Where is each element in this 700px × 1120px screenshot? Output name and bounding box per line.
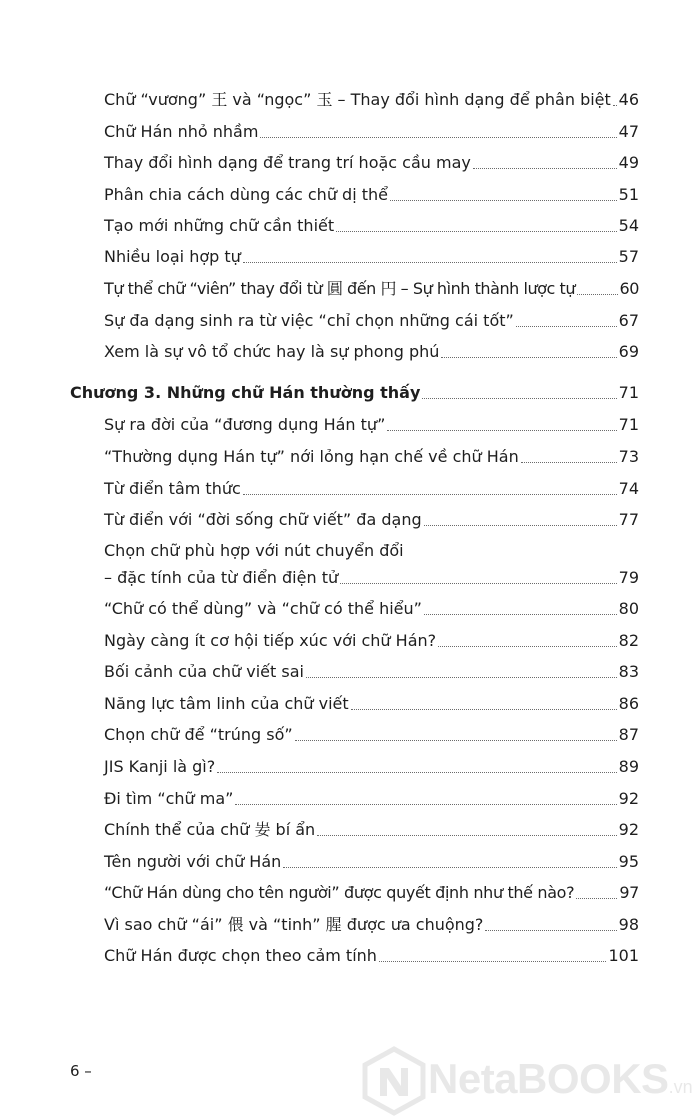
toc-entry [104, 246, 639, 268]
dot-leader [243, 262, 617, 263]
toc-entry [104, 478, 639, 500]
toc-entry [104, 310, 639, 332]
watermark-brand: NetaBOOKS [428, 1055, 669, 1102]
toc-entry-title: Chữ “vương” 王 và “ngọc” 玉 – Thay đổi hình dạng để phân biệt [104, 90, 611, 109]
toc-entry-page: 74 [618, 479, 639, 498]
toc-entry-title: Vì sao chữ “ái” 偎 và “tinh” 腥 được ưa chuộng? [104, 915, 484, 934]
toc-entry-title: Sự đa dạng sinh ra từ việc “chỉ chọn những cái tốt” [104, 311, 514, 330]
toc-entry [104, 914, 639, 936]
toc-entry-title: Đi tìm “chữ ma” [104, 789, 234, 808]
toc-entry-page: 98 [618, 915, 639, 934]
toc-entry-title: Chữ Hán nhỏ nhầm [104, 122, 259, 141]
dot-leader [473, 168, 617, 169]
dot-leader [613, 105, 617, 106]
dot-leader [516, 326, 617, 327]
toc-entry [104, 945, 639, 967]
toc-entry-page: 49 [618, 153, 639, 172]
dot-leader [390, 200, 617, 201]
toc-entry [104, 756, 639, 778]
toc-entry-page: 77 [618, 510, 639, 529]
toc-entry [104, 661, 639, 683]
dot-leader [336, 231, 617, 232]
toc-entry-page: 69 [618, 342, 639, 361]
dot-leader [260, 137, 616, 138]
toc-entry-title: “Chữ Hán dùng cho tên người” được quyết định như thế nào? [104, 883, 575, 902]
toc-entry-page: 92 [618, 820, 639, 839]
dot-leader [441, 357, 616, 358]
toc-entry-page: 71 [618, 415, 639, 434]
toc-entry-page: 46 [618, 90, 639, 109]
toc-entry-title: Tự thể chữ “viên” thay đổi từ 圓 đến 円 – Sự hình thành lược tự [104, 279, 576, 298]
toc-entry [104, 630, 639, 652]
dot-leader [379, 961, 607, 962]
toc-entry-title: Xem là sự vô tổ chức hay là sự phong phú [104, 342, 440, 361]
publisher-watermark [362, 1040, 692, 1120]
toc-entry [104, 446, 639, 468]
toc-entry-page: 67 [618, 311, 639, 330]
dot-leader [243, 494, 617, 495]
toc-entry-page: 80 [618, 599, 639, 618]
toc-entry [104, 341, 639, 363]
toc-entry-title: Chữ Hán được chọn theo cảm tính [104, 946, 377, 965]
toc-entry-title: Thay đổi hình dạng để trang trí hoặc cầu may [104, 153, 471, 172]
toc-entry-title: Từ điển tâm thức [104, 479, 241, 498]
toc-entry-page: 60 [619, 279, 639, 298]
dot-leader [306, 677, 617, 678]
toc-entry [104, 693, 639, 715]
toc-entry [104, 414, 639, 436]
toc-entry-page: 82 [618, 631, 639, 650]
dot-leader [351, 709, 617, 710]
dot-leader [577, 294, 618, 295]
toc-entry [104, 567, 639, 589]
toc-entry-title: Phân chia cách dùng các chữ dị thể [104, 185, 388, 204]
dot-leader [217, 772, 616, 773]
toc-entry-title: Chương 3. Những chữ Hán thường thấy [70, 383, 421, 402]
toc-entry [104, 215, 639, 237]
toc-entry-title-line1: Chọn chữ phù hợp với nút chuyển đổi [104, 541, 404, 560]
toc-entry-page: 86 [618, 694, 639, 713]
toc-entry [104, 788, 639, 810]
dot-leader [295, 740, 617, 741]
toc-chapter-heading [70, 382, 639, 404]
dot-leader [521, 462, 617, 463]
toc-entry-title: Nhiều loại hợp tự [104, 247, 241, 266]
watermark-wordmark [428, 1055, 693, 1111]
toc-entry-page: 47 [618, 122, 639, 141]
toc-entry-title: Năng lực tâm linh của chữ viết [104, 694, 349, 713]
toc-entry-title: Chính thể của chữ 妛 bí ẩn [104, 820, 316, 839]
toc-entry-title: JIS Kanji là gì? [104, 757, 216, 776]
toc-entry-title: Bối cảnh của chữ viết sai [104, 662, 304, 681]
dot-leader [438, 646, 617, 647]
toc-entry [104, 89, 639, 111]
dot-leader [235, 804, 616, 805]
toc-entry-page: 87 [618, 725, 639, 744]
dot-leader [340, 583, 617, 584]
toc-entry [104, 819, 639, 841]
toc-entry [104, 184, 639, 206]
toc-entry-page: 97 [619, 883, 639, 902]
toc-entry-title: Ngày càng ít cơ hội tiếp xúc với chữ Hán? [104, 631, 437, 650]
watermark-suffix: .vn [668, 1077, 693, 1097]
toc-entry-page: 51 [618, 185, 639, 204]
toc-entry [104, 851, 639, 873]
dot-leader [485, 930, 616, 931]
page-number: 6 – [70, 1062, 92, 1080]
toc-entry-title: “Chữ có thể dùng” và “chữ có thể hiểu” [104, 599, 422, 618]
toc-entry-page: 89 [618, 757, 639, 776]
toc-entry-title: Từ điển với “đời sống chữ viết” đa dạng [104, 510, 422, 529]
toc-entry-page: 92 [618, 789, 639, 808]
toc-entry [104, 882, 639, 904]
dot-leader [576, 898, 617, 899]
toc-entry-title: “Thường dụng Hán tự” nới lỏng hạn chế về chữ Hán [104, 447, 519, 466]
toc-entry-title-line2: – đặc tính của từ điển điện tử [104, 568, 339, 587]
netabooks-logo-icon [362, 1046, 426, 1116]
toc-entry [104, 121, 639, 143]
toc-entry-title: Chọn chữ để “trúng số” [104, 725, 293, 744]
toc-entry-page: 73 [618, 447, 639, 466]
toc-entry [104, 598, 639, 620]
toc-entry-title: Tạo mới những chữ cần thiết [104, 216, 335, 235]
toc-entry-page: 101 [608, 946, 639, 965]
toc-entry [104, 509, 639, 531]
toc-entry-page: 71 [618, 383, 639, 402]
toc-entry-page: 54 [618, 216, 639, 235]
toc-entry-page: 79 [618, 568, 639, 587]
toc-entry [104, 724, 639, 746]
toc-entry-page: 83 [618, 662, 639, 681]
toc-entry-page: 95 [618, 852, 639, 871]
dot-leader [387, 430, 616, 431]
dot-leader [424, 614, 617, 615]
dot-leader [422, 398, 616, 399]
dot-leader [424, 525, 617, 526]
toc-entry [104, 278, 639, 300]
dot-leader [317, 835, 616, 836]
toc-entry-title: Tên người với chữ Hán [104, 852, 282, 871]
toc-entry-title: Sự ra đời của “đương dụng Hán tự” [104, 415, 386, 434]
toc-entry [104, 152, 639, 174]
dot-leader [283, 867, 616, 868]
toc-entry-page: 57 [618, 247, 639, 266]
